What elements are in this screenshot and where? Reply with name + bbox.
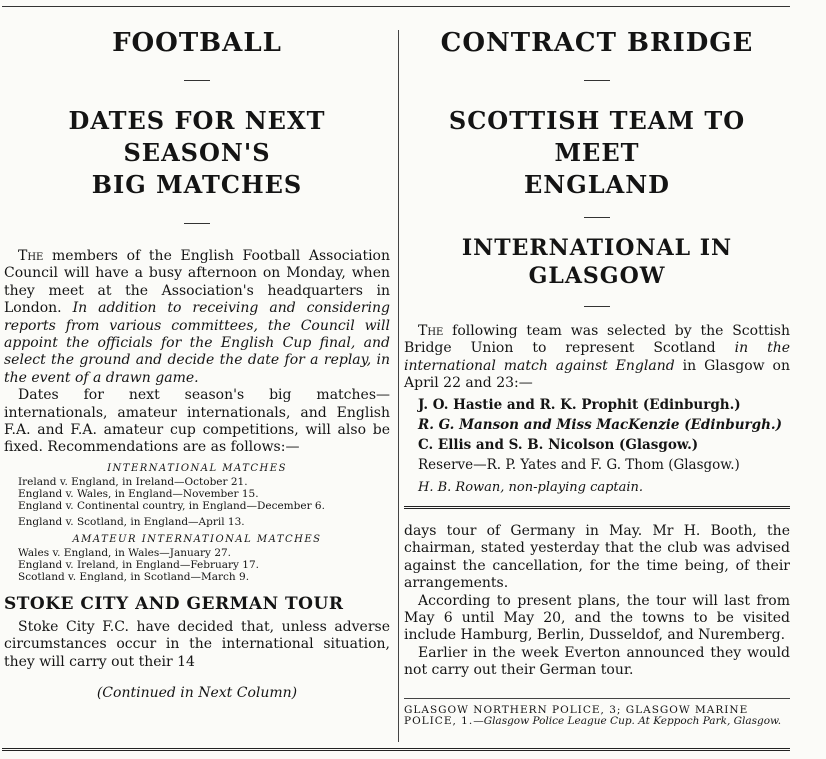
lead-word: The (18, 248, 44, 264)
team-intro-a: following team was selected by the Scottish Bridge Union to represent Scotland (404, 323, 791, 357)
team-pair: C. Ellis and S. B. Nicolson (Glasgow.) (418, 436, 699, 453)
short-rule (584, 306, 610, 307)
headline-line2: BIG MATCHES (91, 170, 303, 199)
short-rule (584, 217, 610, 218)
team-pair: R. G. Manson and Miss MacKenzie (Edinburgh.) (418, 416, 782, 433)
bottom-rule (2, 748, 790, 755)
team-intro-c: in Glasgow on April 22 and 23:— (404, 357, 791, 392)
fixture-item: England v. Ireland, in England—February 17. (18, 558, 259, 571)
headline-line2: ENGLAND (524, 170, 670, 199)
team-intro-b: in the international match against England (404, 340, 790, 374)
paragraph-1-b: In addition to receiving and considering reports from various committees, the Council will appoint the officials for the English Cup final, and select the ground and decide the date for a replay, in the event of a drawn game. (4, 300, 391, 386)
short-rule (184, 223, 210, 224)
headline-line1: DATES FOR NEXT SEASON'S (68, 106, 326, 167)
stoke-paragraph: Stoke City F.C. have decided that, unless adverse circumstances occur in the international situation, they will carry out their 14 (4, 618, 390, 670)
international-matches-heading: INTERNATIONAL MATCHES (107, 462, 287, 474)
team-pair: J. O. Hastie and R. K. Prophit (Edinburgh.) (418, 396, 741, 413)
section-title-football: FOOTBALL (112, 28, 282, 58)
continued-paragraph-3: Earlier in the week Everton announced they would not carry out their German tour. (404, 644, 790, 679)
team-intro-paragraph (404, 323, 790, 393)
paragraph-2: Dates for next season's big matches—internationals, amateur internationals, and English F.A. and F.A. amateur cup competitions, will also be fixed. Recommendations are as follows:— (4, 387, 390, 456)
fixture-item: Ireland v. England, in Ireland—October 21. (18, 475, 248, 488)
fixture-item: England v. Wales, in England—November 15. (18, 487, 259, 500)
subheadline: INTERNATIONAL IN GLASGOW (461, 235, 733, 289)
fixture-item: England v. Scotland, in England—April 13. (18, 515, 245, 528)
lead-word: The (418, 323, 444, 339)
continued-paragraph-1: days tour of Germany in May. Mr H. Booth, the chairman, stated yesterday that the club was advised against the cancellation, for the time being, of their arrangements. (404, 523, 790, 592)
stoke-city-heading: STOKE CITY AND GERMAN TOUR (4, 593, 344, 614)
amateur-matches-heading: AMATEUR INTERNATIONAL MATCHES (72, 533, 322, 545)
fixture-item: Wales v. England, in Wales—January 27. (18, 546, 232, 559)
short-rule (184, 80, 210, 81)
police-league-note (404, 698, 790, 728)
fixture-item: England v. Continental country, in England—December 6. (18, 499, 325, 512)
top-rule (2, 6, 790, 7)
double-rule (404, 506, 790, 513)
police-venue: —Glasgow Police League Cup. At Keppoch Park, Glasgow. (473, 715, 782, 728)
headline-line1: SCOTTISH TEAM TO MEET (448, 106, 746, 167)
paragraph-1-a: members of the English Football Association Council will have a busy afternoon on Monday, when they meet at the Association's headquarters in London. (4, 248, 391, 317)
left-column (4, 8, 390, 701)
police-score: GLASGOW NORTHERN POLICE, 3; GLASGOW MARINE POLICE, 1. (404, 703, 749, 728)
column-divider (398, 30, 399, 742)
reserve-line: Reserve—R. P. Yates and F. G. Thom (Glasgow.) (418, 456, 740, 473)
section-title-bridge: CONTRACT BRIDGE (440, 28, 754, 58)
right-column (404, 8, 790, 728)
fixture-item: Scotland v. England, in Scotland—March 9. (18, 570, 250, 583)
continued-paragraph-2: According to present plans, the tour will last from May 6 until May 20, and the towns to be visited include Hamburg, Berlin, Dusseldof, and Nuremberg. (404, 592, 790, 644)
captain-line: H. B. Rowan, non-playing captain. (418, 479, 644, 495)
continued-note: (Continued in Next Column) (96, 685, 298, 702)
paragraph-1 (4, 248, 390, 387)
short-rule (584, 80, 610, 81)
